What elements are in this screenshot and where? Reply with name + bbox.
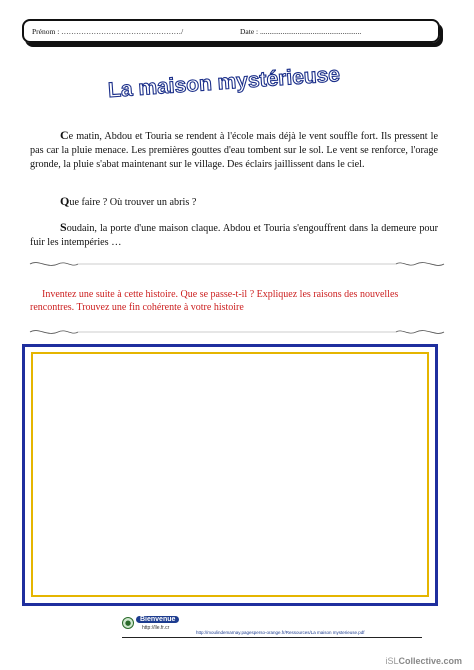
name-date-header <box>22 19 440 43</box>
story-paragraph-2 <box>60 194 440 210</box>
prenom-label: Prénom : …………………………………………/ <box>32 26 184 36</box>
story-paragraph-3 <box>30 220 438 250</box>
story-text: e matin, Abdou et Touria se rendent à l'école mais déjà le vent souffle fort. Ils pressent le pas car la pluie menace. Les premières gouttes d'eau tombent sur le sol. Le vent se renforce, l'orage gronde, la pluie s'abat maintenant sur le village. Des éclairs jaillissent dans le ciel. <box>30 131 438 170</box>
date-label: Date : ...................................................... <box>240 27 362 36</box>
footer-badge[interactable] <box>122 615 192 633</box>
title-text: La maison mystérieuse <box>107 62 341 103</box>
page-title <box>107 62 341 103</box>
story-text: oudain, la porte d'une maison claque. Abdou et Touria s'engouffrent dans la demeure pour fuir les intempéries … <box>30 223 438 248</box>
dropcap: S <box>60 220 67 234</box>
watermark <box>385 656 462 666</box>
footer-rule <box>122 637 422 638</box>
dropcap: Q <box>60 194 70 208</box>
source-link[interactable]: http://moulindemarnay.pagesperso-orange.fr/Ressources/La maison mysterieuse.pdf <box>196 630 365 635</box>
ornament-divider <box>28 324 446 334</box>
story-text: ue faire ? Où trouver un abris ? <box>69 197 197 208</box>
watermark-suffix: Collective.com <box>398 656 462 666</box>
dropcap: C <box>60 128 69 142</box>
ornament-divider <box>28 256 446 266</box>
writing-area[interactable] <box>31 352 429 597</box>
writing-instruction: Inventez une suite à cette histoire. Que se passe-t-il ? Expliquez les raisons des nouvelles rencontres. Trouvez une fin cohérente à votre histoire <box>30 289 399 313</box>
story-paragraph-1 <box>30 128 438 172</box>
globe-icon: ● <box>122 617 134 629</box>
watermark-prefix: iSL <box>385 656 399 666</box>
bienvenue-badge: Bienvenue <box>136 616 179 623</box>
badge-url: http://lle.fr.cr <box>142 625 170 631</box>
